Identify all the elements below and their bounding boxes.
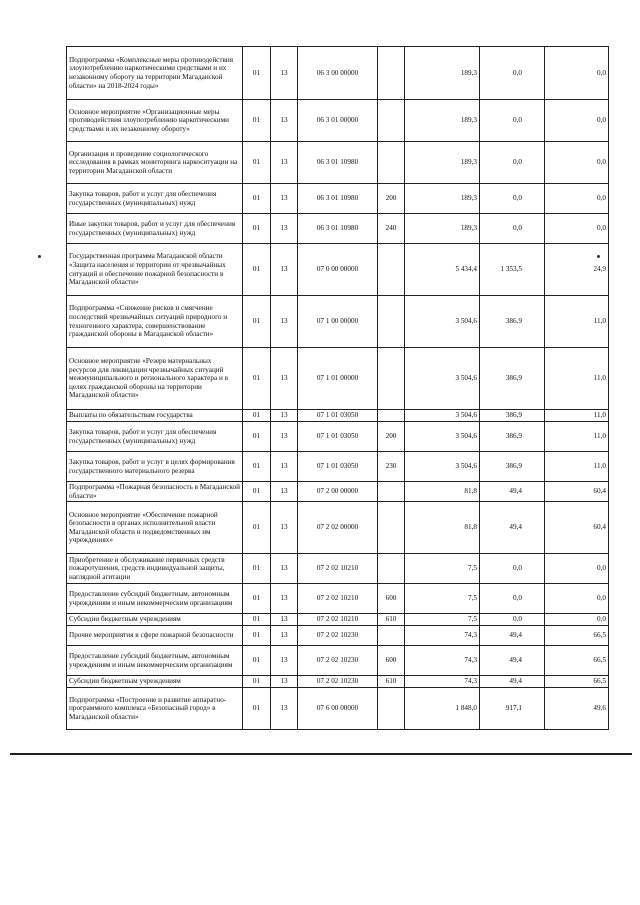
row-name: Закупка товаров, работ и услуг для обеспечения государственных (муниципальных) нужд [67, 184, 243, 214]
row-target-article: 06 3 01 10980 [298, 184, 378, 214]
row-plan-value: 74,3 [405, 646, 480, 676]
row-subsection: 13 [271, 614, 298, 626]
row-name: Организация и проведение социологического исследования в рамках мониторинга наркоситуации на территории Магаданской области [67, 142, 243, 184]
row-section: 01 [243, 614, 271, 626]
row-name: Приобретение и обслуживание первичных средств пожаротушения, средств индивидуальной защиты, наглядной агитации [67, 554, 243, 584]
row-plan-value: 7,5 [405, 584, 480, 614]
row-expense-type: 200 [378, 184, 405, 214]
row-executed-value: 0,0 [480, 214, 545, 244]
row-subsection: 13 [271, 554, 298, 584]
row-target-article: 07 2 02 10210 [298, 584, 378, 614]
row-target-article: 06 3 01 00000 [298, 100, 378, 142]
table-row [67, 584, 609, 614]
row-plan-value: 3 504,6 [405, 348, 480, 410]
row-target-article: 07 2 02 10230 [298, 646, 378, 676]
row-subsection: 13 [271, 584, 298, 614]
row-subsection: 13 [271, 348, 298, 410]
row-section: 01 [243, 482, 271, 502]
row-expense-type [378, 502, 405, 554]
row-target-article: 07 1 00 00000 [298, 296, 378, 348]
row-target-article: 07 2 00 00000 [298, 482, 378, 502]
table-row [67, 422, 609, 452]
row-name: Основное мероприятие «Резерв материальных ресурсов для ликвидации чрезвычайных ситуаций межмуниципального и регионального характера и в целях гражданской обороны на территории Магаданской области» [67, 348, 243, 410]
row-plan-value: 3 504,6 [405, 422, 480, 452]
row-plan-value: 189,3 [405, 100, 480, 142]
row-target-article: 07 2 02 00000 [298, 502, 378, 554]
row-expense-type [378, 244, 405, 296]
row-subsection: 13 [271, 626, 298, 646]
row-percent-value: 24,9 [545, 244, 609, 296]
row-percent-value: 60,4 [545, 502, 609, 554]
row-target-article: 07 2 02 10210 [298, 554, 378, 584]
row-percent-value: 0,0 [545, 100, 609, 142]
row-section: 01 [243, 348, 271, 410]
table-row [67, 626, 609, 646]
row-subsection: 13 [271, 452, 298, 482]
row-subsection: 13 [271, 482, 298, 502]
row-expense-type [378, 410, 405, 422]
row-executed-value: 386,9 [480, 452, 545, 482]
row-subsection: 13 [271, 688, 298, 730]
row-target-article: 06 3 01 10980 [298, 142, 378, 184]
row-percent-value: 49,6 [545, 688, 609, 730]
row-section: 01 [243, 584, 271, 614]
row-section: 01 [243, 296, 271, 348]
row-name: Прочие мероприятия в сфере пожарной безопасности [67, 626, 243, 646]
row-executed-value: 0,0 [480, 47, 545, 100]
row-subsection: 13 [271, 422, 298, 452]
row-expense-type [378, 688, 405, 730]
row-subsection: 13 [271, 142, 298, 184]
row-subsection: 13 [271, 184, 298, 214]
row-executed-value: 1 353,5 [480, 244, 545, 296]
table-row [67, 184, 609, 214]
row-percent-value: 0,0 [545, 554, 609, 584]
row-expense-type: 600 [378, 646, 405, 676]
row-expense-type: 600 [378, 584, 405, 614]
row-name: Подпрограмма «Снижение рисков и смягчение последствий чрезвычайных ситуаций природного и техногенного характера, совершенствование гражданской обороны в Магаданской области» [67, 296, 243, 348]
row-expense-type: 610 [378, 676, 405, 688]
row-subsection: 13 [271, 214, 298, 244]
row-plan-value: 3 504,6 [405, 296, 480, 348]
row-executed-value: 49,4 [480, 626, 545, 646]
row-section: 01 [243, 410, 271, 422]
row-name: Государственная программа Магаданской области «Защита населения и территории от чрезвычайных ситуаций и обеспечение пожарной безопасности в Магаданской области» [67, 244, 243, 296]
row-executed-value: 917,1 [480, 688, 545, 730]
row-percent-value: 11,0 [545, 348, 609, 410]
row-plan-value: 189,3 [405, 47, 480, 100]
table-row [67, 452, 609, 482]
table-row [67, 142, 609, 184]
table-row [67, 348, 609, 410]
row-executed-value: 386,9 [480, 410, 545, 422]
row-plan-value: 81,8 [405, 502, 480, 554]
row-executed-value: 0,0 [480, 184, 545, 214]
row-percent-value: 11,0 [545, 410, 609, 422]
row-executed-value: 49,4 [480, 482, 545, 502]
table-row [67, 214, 609, 244]
row-executed-value: 49,4 [480, 502, 545, 554]
table-row [67, 614, 609, 626]
row-plan-value: 74,3 [405, 626, 480, 646]
row-percent-value: 11,0 [545, 296, 609, 348]
row-section: 01 [243, 142, 271, 184]
row-expense-type: 240 [378, 214, 405, 244]
row-executed-value: 49,4 [480, 676, 545, 688]
row-executed-value: 0,0 [480, 100, 545, 142]
row-percent-value: 66,5 [545, 626, 609, 646]
row-name: Подпрограмма «Пожарная безопасность в Магаданской области» [67, 482, 243, 502]
row-subsection: 13 [271, 47, 298, 100]
row-name: Подпрограмма «Построение и развитие аппаратно-программного комплекса «Безопасный город» в Магаданской области» [67, 688, 243, 730]
row-target-article: 07 6 00 00000 [298, 688, 378, 730]
row-name: Закупка товаров, работ и услуг в целях формирования государственного материального резерва [67, 452, 243, 482]
page-divider-line [10, 753, 632, 755]
row-executed-value: 0,0 [480, 614, 545, 626]
row-plan-value: 81,8 [405, 482, 480, 502]
row-section: 01 [243, 452, 271, 482]
row-plan-value: 3 504,6 [405, 410, 480, 422]
row-subsection: 13 [271, 244, 298, 296]
row-percent-value: 0,0 [545, 184, 609, 214]
row-expense-type [378, 47, 405, 100]
row-plan-value: 74,3 [405, 676, 480, 688]
row-subsection: 13 [271, 646, 298, 676]
row-plan-value: 1 848,0 [405, 688, 480, 730]
row-section: 01 [243, 47, 271, 100]
row-expense-type [378, 348, 405, 410]
row-target-article: 07 1 01 03050 [298, 452, 378, 482]
row-section: 01 [243, 626, 271, 646]
row-executed-value: 386,9 [480, 348, 545, 410]
row-subsection: 13 [271, 410, 298, 422]
row-executed-value: 0,0 [480, 142, 545, 184]
table-row [67, 296, 609, 348]
budget-table-body [67, 47, 609, 730]
row-target-article: 07 2 02 10230 [298, 676, 378, 688]
table-row [67, 676, 609, 688]
budget-table [66, 46, 609, 730]
row-executed-value: 0,0 [480, 584, 545, 614]
row-subsection: 13 [271, 100, 298, 142]
row-plan-value: 3 504,6 [405, 452, 480, 482]
row-section: 01 [243, 502, 271, 554]
row-expense-type: 610 [378, 614, 405, 626]
row-percent-value: 0,0 [545, 142, 609, 184]
row-plan-value: 7,5 [405, 554, 480, 584]
table-row [67, 482, 609, 502]
row-percent-value: 11,0 [545, 452, 609, 482]
row-percent-value: 0,0 [545, 584, 609, 614]
row-subsection: 13 [271, 502, 298, 554]
row-expense-type [378, 626, 405, 646]
row-plan-value: 189,3 [405, 184, 480, 214]
row-name: Закупка товаров, работ и услуг для обеспечения государственных (муниципальных) нужд [67, 422, 243, 452]
row-subsection: 13 [271, 296, 298, 348]
row-plan-value: 189,3 [405, 214, 480, 244]
row-name: Субсидии бюджетным учреждениям [67, 614, 243, 626]
row-section: 01 [243, 646, 271, 676]
row-percent-value: 0,0 [545, 47, 609, 100]
row-executed-value: 0,0 [480, 554, 545, 584]
row-target-article: 07 1 01 00000 [298, 348, 378, 410]
row-percent-value: 11,0 [545, 422, 609, 452]
row-executed-value: 49,4 [480, 646, 545, 676]
row-expense-type: 230 [378, 452, 405, 482]
row-expense-type [378, 554, 405, 584]
row-section: 01 [243, 100, 271, 142]
row-expense-type: 200 [378, 422, 405, 452]
row-target-article: 07 2 02 10230 [298, 626, 378, 646]
row-plan-value: 7,5 [405, 614, 480, 626]
row-name: Выплаты по обязательствам государства [67, 410, 243, 422]
row-name: Подпрограмма «Комплексные меры противодействия злоупотреблению наркотическими средствами и их незаконному обороту на территории Магаданской области» на 2018-2024 годы» [67, 47, 243, 100]
row-target-article: 07 1 01 03050 [298, 410, 378, 422]
row-executed-value: 386,9 [480, 296, 545, 348]
table-row [67, 244, 609, 296]
row-plan-value: 189,3 [405, 142, 480, 184]
scan-dot-left [38, 255, 41, 258]
row-name: Предоставление субсидий бюджетным, автономным учреждениям и иным некоммерческим организациям [67, 646, 243, 676]
table-row [67, 410, 609, 422]
table-row [67, 502, 609, 554]
row-name: Основное мероприятие «Организационные меры противодействия злоупотреблению наркотическими средствами и их незаконному обороту» [67, 100, 243, 142]
row-expense-type [378, 100, 405, 142]
row-percent-value: 66,5 [545, 676, 609, 688]
row-executed-value: 386,9 [480, 422, 545, 452]
row-subsection: 13 [271, 676, 298, 688]
row-target-article: 07 1 01 03050 [298, 422, 378, 452]
row-section: 01 [243, 554, 271, 584]
row-expense-type [378, 296, 405, 348]
table-row [67, 554, 609, 584]
row-name: Основное мероприятие «Обеспечение пожарной безопасности в органах исполнительной власти Магаданской области и подведомственных им учреждениях» [67, 502, 243, 554]
table-row [67, 100, 609, 142]
row-name: Предоставление субсидий бюджетным, автономным учреждениям и иным некоммерческим организациям [67, 584, 243, 614]
row-target-article: 06 3 01 10980 [298, 214, 378, 244]
row-expense-type [378, 482, 405, 502]
row-name: Субсидии бюджетным учреждениям [67, 676, 243, 688]
row-section: 01 [243, 214, 271, 244]
row-target-article: 06 3 00 00000 [298, 47, 378, 100]
row-expense-type [378, 142, 405, 184]
row-percent-value: 60,4 [545, 482, 609, 502]
row-percent-value: 0,0 [545, 614, 609, 626]
table-row [67, 688, 609, 730]
row-section: 01 [243, 184, 271, 214]
row-target-article: 07 2 02 10210 [298, 614, 378, 626]
row-section: 01 [243, 688, 271, 730]
row-section: 01 [243, 422, 271, 452]
row-section: 01 [243, 676, 271, 688]
row-plan-value: 5 434,4 [405, 244, 480, 296]
table-row [67, 47, 609, 100]
row-section: 01 [243, 244, 271, 296]
row-target-article: 07 0 00 00000 [298, 244, 378, 296]
table-row [67, 646, 609, 676]
row-percent-value: 66,5 [545, 646, 609, 676]
row-percent-value: 0,0 [545, 214, 609, 244]
row-name: Иные закупки товаров, работ и услуг для обеспечения государственных (муниципальных) нужд [67, 214, 243, 244]
